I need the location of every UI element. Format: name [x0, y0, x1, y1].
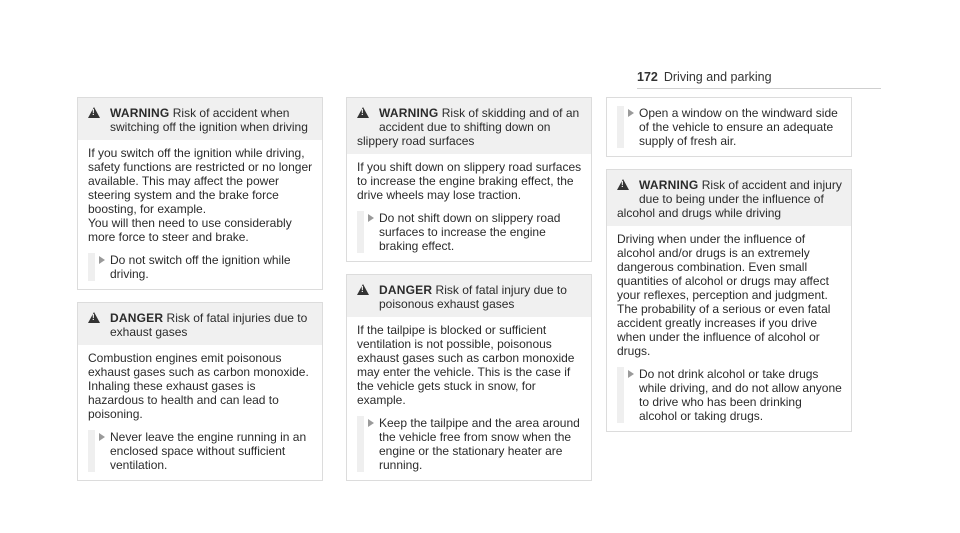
step-text: Do not switch off the ignition while driving. [110, 253, 291, 281]
page-header [637, 70, 772, 84]
instruction-step [88, 253, 313, 281]
body-paragraph: You will then need to use considerably more force to steer and brake. [88, 216, 292, 244]
instruction-step [88, 430, 313, 472]
danger-keyword: DANGER [379, 283, 433, 297]
step-text: Keep the tailpipe and the area around the vehicle free from snow when the engine or the stationary heater are running. [379, 416, 580, 472]
step-text: Open a window on the windward side of the vehicle to ensure an adequate supply of fresh air. [639, 106, 838, 148]
warning-triangle-icon [357, 107, 369, 118]
body-paragraph: Combustion engines emit poisonous exhaust gases such as carbon monoxide. Inhaling these exhaust gases is hazardous to health and can lead to poisoning. [88, 351, 309, 421]
danger-header [78, 303, 322, 345]
warning-body [607, 226, 851, 431]
body-paragraph: If the tailpipe is blocked or sufficient ventilation is not possible, poisonous exhaust gases such as carbon monoxide may enter the vehicle. This is the case if the vehicle gets stuck in snow, for example. [357, 323, 575, 407]
danger-keyword: DANGER [110, 311, 164, 325]
warning-box-alcohol [606, 169, 852, 432]
warning-box-skidding [346, 97, 592, 262]
step-arrow-icon [368, 214, 374, 222]
instruction-step [357, 416, 582, 472]
danger-box-tailpipe [346, 274, 592, 481]
warning-triangle-icon [88, 107, 100, 118]
warning-header [78, 98, 322, 140]
instruction-step [357, 211, 582, 253]
body-paragraph: The probability of a serious or even fatal accident greatly increases if you drive when under the influence of alcohol or drugs. [617, 302, 831, 358]
step-arrow-icon [368, 419, 374, 427]
step-text: Do not shift down on slippery road surfaces to increase the engine braking effect. [379, 211, 561, 253]
instruction-step [617, 106, 842, 148]
header-rule [637, 88, 881, 89]
warning-triangle-icon [357, 284, 369, 295]
warning-body [78, 140, 322, 289]
step-text: Never leave the engine running in an enclosed space without sufficient ventilation. [110, 430, 307, 472]
warning-title: Risk of accident when switching off the ignition when driving [110, 106, 308, 134]
warning-keyword: WARNING [639, 178, 699, 192]
continued-body [607, 98, 851, 156]
warning-keyword: WARNING [110, 106, 170, 120]
column-1 [77, 97, 323, 493]
danger-header [347, 275, 591, 317]
instruction-step [617, 367, 842, 423]
danger-box-exhaust [77, 302, 323, 481]
body-paragraph: If you switch off the ignition while driving, safety functions are restricted or no longer available. This may affect the power steering system and the brake force boosting, for example. [88, 146, 313, 216]
warning-title: Risk of accident and injury due to being under the influence of alcohol and drugs while driving [617, 178, 842, 220]
danger-body [78, 345, 322, 480]
warning-title: Risk of skidding and of an accident due to shifting down on slippery road surfaces [357, 106, 580, 148]
danger-title: Risk of fatal injuries due to exhaust gases [110, 311, 308, 339]
step-text: Do not drink alcohol or take drugs while driving, and do not allow anyone to drive who has been drinking alcohol or taking drugs. [639, 367, 842, 423]
page-number: 172 [637, 70, 658, 84]
continued-step-box [606, 97, 852, 157]
section-title: Driving and parking [663, 70, 772, 84]
step-arrow-icon [628, 370, 634, 378]
step-arrow-icon [99, 256, 105, 264]
warning-keyword: WARNING [379, 106, 439, 120]
warning-body [347, 154, 591, 261]
warning-header [347, 98, 591, 154]
column-3 [606, 97, 852, 444]
warning-box-ignition [77, 97, 323, 290]
body-paragraph: Driving when under the influence of alcohol and/or drugs is an extremely dangerous combination. Even small quantities of alcohol or drugs may affect your reflexes, perception and judgment. [617, 232, 829, 302]
danger-title: Risk of fatal injury due to poisonous exhaust gases [379, 283, 567, 311]
body-paragraph: If you shift down on slippery road surfaces to increase the engine braking effect, the drive wheels may lose traction. [357, 160, 582, 202]
warning-header [607, 170, 851, 226]
warning-triangle-icon [617, 179, 629, 190]
danger-body [347, 317, 591, 480]
step-arrow-icon [628, 109, 634, 117]
column-2 [346, 97, 592, 493]
step-arrow-icon [99, 433, 105, 441]
warning-triangle-icon [88, 312, 100, 323]
